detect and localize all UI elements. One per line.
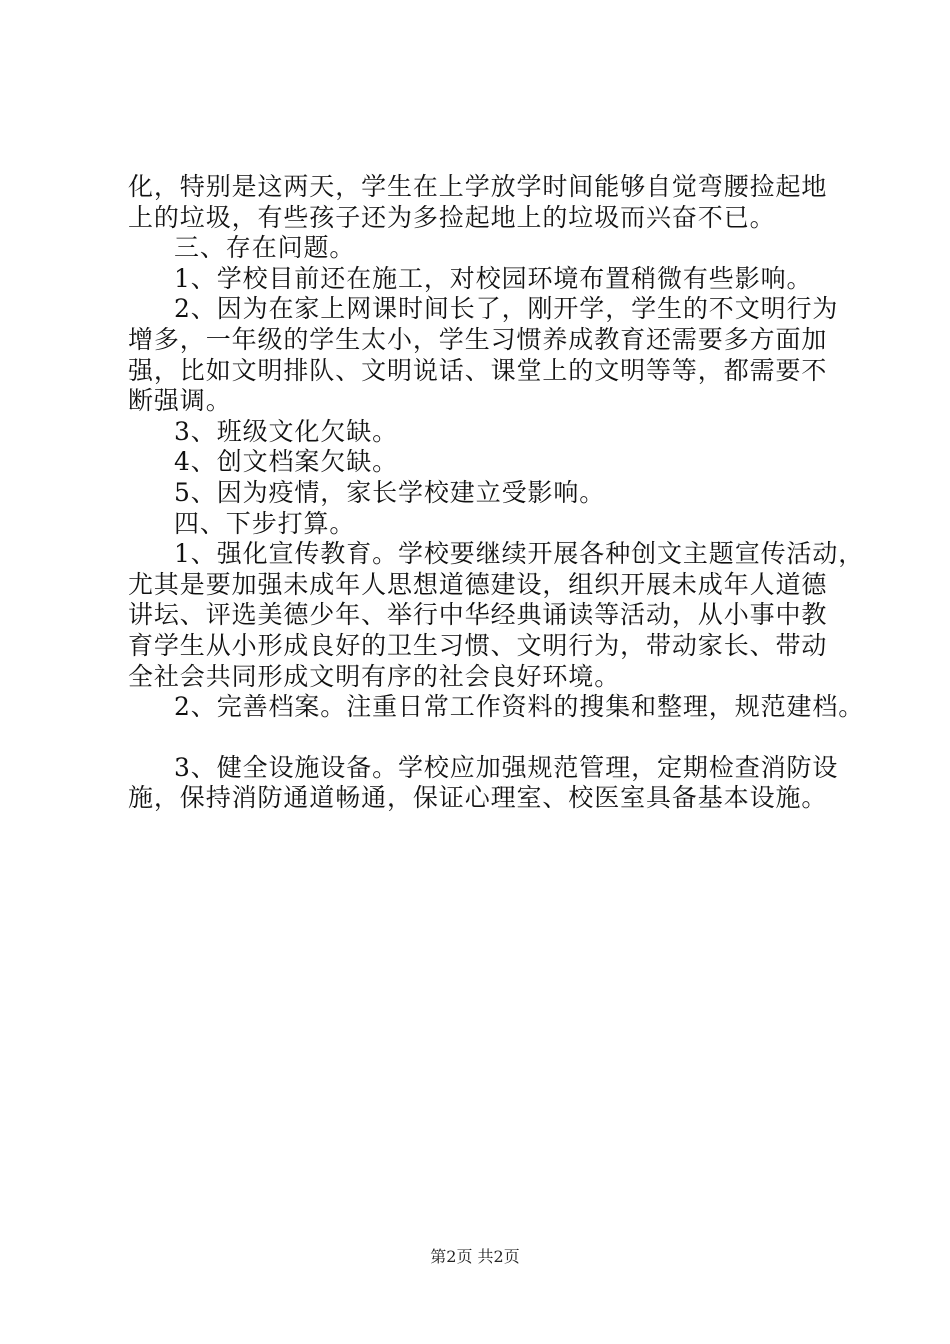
text-line: 2、因为在家上网课时间长了，刚开学，学生的不文明行为: [174, 294, 839, 324]
text-line: 施，保持消防通道畅通，保证心理室、校医室具备基本设施。: [128, 783, 828, 813]
text-line: 3、班级文化欠缺。: [174, 416, 399, 446]
text-line: 3、健全设施设备。学校应加强规范管理，定期检查消防设: [174, 752, 839, 782]
section-heading: 三、存在问题。: [174, 233, 356, 263]
text-line: 增多，一年级的学生太小，学生习惯养成教育还需要多方面加: [128, 324, 828, 354]
text-line: 断强调。: [128, 386, 232, 416]
text-line: 4、创文档案欠缺。: [174, 447, 399, 477]
text-line: 1、强化宣传教育。学校要继续开展各种创文主题宣传活动，: [174, 539, 865, 569]
page-footer: 第2页 共2页: [430, 1247, 520, 1266]
text-line: 2、完善档案。注重日常工作资料的搜集和整理，规范建档。: [174, 692, 865, 722]
text-line: 5、因为疫情，家长学校建立受影响。: [174, 477, 606, 507]
text-line: 化，特别是这两天，学生在上学放学时间能够自觉弯腰捡起地: [128, 172, 828, 201]
text-line: 全社会共同形成文明有序的社会良好环境。: [128, 661, 621, 691]
document-body: [128, 172, 865, 814]
text-line: 1、学校目前还在施工，对校园环境布置稍微有些影响。: [174, 263, 813, 293]
text-line: 尤其是要加强未成年人思想道德建设，组织开展未成年人道德: [128, 569, 828, 599]
text-line: 讲坛、评选美德少年、举行中华经典诵读等活动，从小事中教: [128, 600, 828, 630]
text-line: 强，比如文明排队、文明说话、课堂上的文明等等，都需要不: [128, 355, 828, 385]
section-heading: 四、下步打算。: [174, 508, 356, 538]
text-line: 上的垃圾，有些孩子还为多捡起地上的垃圾而兴奋不已。: [128, 202, 776, 232]
text-line: 育学生从小形成良好的卫生习惯、文明行为，带动家长、带动: [128, 630, 828, 660]
